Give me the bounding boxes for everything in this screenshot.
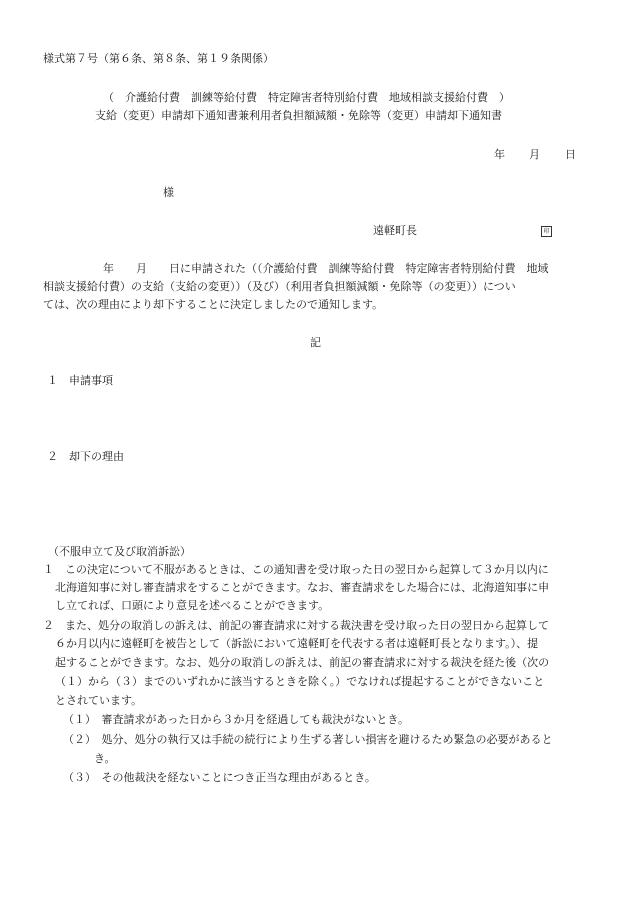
title-line-1: （ 介護給付費 訓練等給付費 特定障害者特別給付費 地域相談支援給付費 ） <box>103 91 510 104</box>
title-line-2: 支給（変更）申請却下通知書兼利用者負担額減額・免除等（変更）申請却下通知書 <box>95 109 502 122</box>
notice-condition-2-line-2: き。 <box>94 752 116 765</box>
body-line-1: 年 月 日に申請された（（介護給付費 訓練等給付費 特定障害者特別給付費 地域 <box>103 262 549 275</box>
body-line-2: 相談支援給付費）の支給（支給の変更））（及び）（利用者負担額減額・免除等（の変更））につい <box>43 280 516 293</box>
notice-condition-2-line-1: （２） 処分、処分の執行又は手続の続行により生ずる著しい損害を避けるため緊急の必要があると <box>63 733 553 746</box>
date-year: 年 <box>494 148 505 161</box>
notice-condition-1: （１） 審査請求があった日から３か月を経過しても裁決がないとき。 <box>63 713 409 726</box>
date-day: 日 <box>565 148 576 161</box>
issuer-name: 遠軽町長 <box>373 224 417 237</box>
ki-heading: 記 <box>310 336 321 349</box>
notice-p1-line-3: し立てれば、口頭により意見を述べることができます。 <box>55 599 330 612</box>
item-application-matters: １ 申請事項 <box>47 374 113 387</box>
date-month: 月 <box>529 148 540 161</box>
notice-condition-3: （３） その他裁決を経ないことにつき正当な理由があるとき。 <box>63 771 376 784</box>
body-line-3: ては、次の理由により却下することに決定しましたので通知します。 <box>43 298 384 311</box>
form-number: 様式第７号（第６条、第８条、第１９条関係） <box>43 52 274 65</box>
notice-p2-line-3: 起することができます。なお、処分の取消しの訴えは、前記の審査請求に対する裁決を経た後（次の <box>55 656 550 669</box>
notice-p1-line-2: 北海道知事に対し審査請求をすることができます。なお、審査請求をした場合には、北海道知事に申 <box>55 581 550 594</box>
notice-heading: （不服申立て及び取消訴訟） <box>48 545 191 558</box>
notice-p2-line-2: ６か月以内に遠軽町を被告として（訴訟において遠軽町を代表する者は遠軽町長となります。）、提 <box>55 637 539 650</box>
addressee-suffix: 様 <box>163 186 174 199</box>
notice-p2-line-1: ２ また、処分の取消しの訴えは、前記の審査請求に対する裁決書を受け取った日の翌日から起算して <box>43 619 549 632</box>
notice-p2-line-4: （１）から（３）までのいずれかに該当するときを除く。）でなければ提起することができないこと <box>55 675 545 688</box>
notice-p1-line-1: １ この決定について不服があるときは、この通知書を受け取った日の翌日から起算して３か月以内に <box>43 563 549 576</box>
notice-p2-line-5: とされています。 <box>55 694 143 707</box>
item-rejection-reason: ２ 却下の理由 <box>47 450 124 463</box>
seal-mark: 印 <box>541 226 552 237</box>
